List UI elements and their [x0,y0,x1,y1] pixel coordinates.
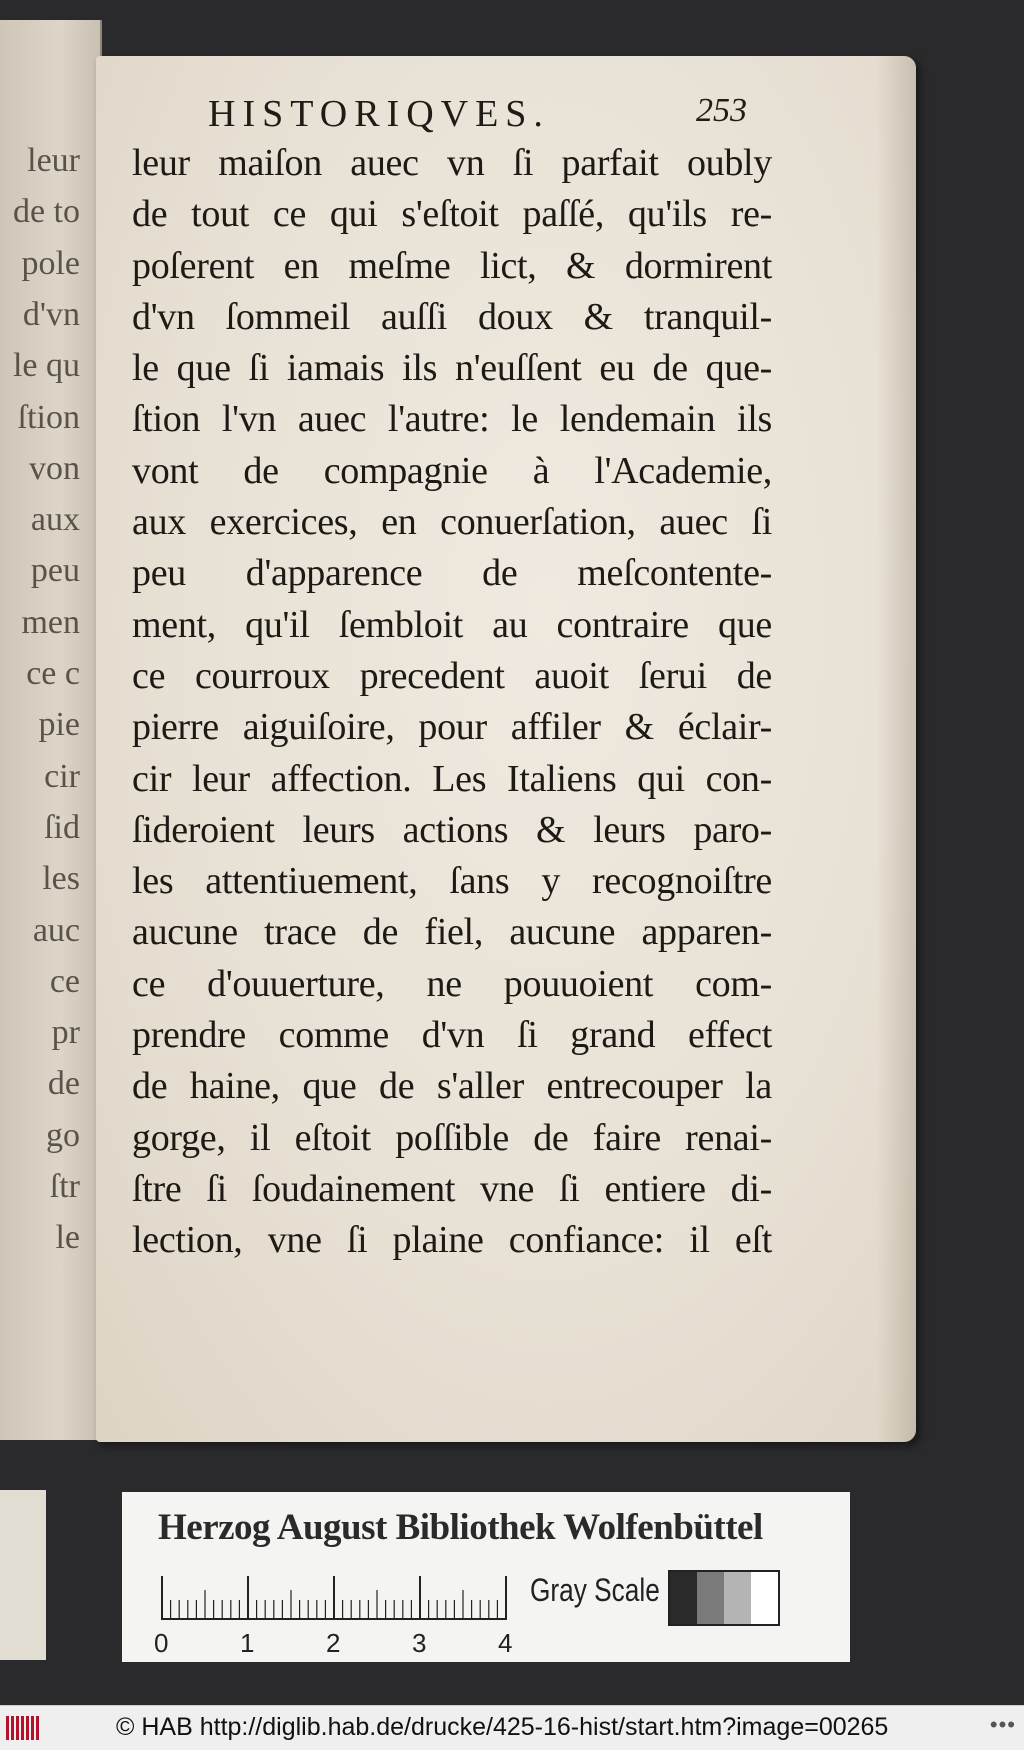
text-line: ment, qu'il ſembloit au contraire que [132,603,772,646]
text-line: ſideroient leurs actions & leurs paro- [132,808,772,851]
library-name: Herzog August Bibliothek Wolfenbüttel [158,1507,763,1548]
text-line: cir leur affection. Les Italiens qui con- [132,757,772,800]
previous-page-fragment: von [29,449,80,487]
previous-page-fragment: de [47,1065,80,1103]
ruler-number: 2 [326,1628,341,1658]
running-head: HISTORIQVES. [208,93,550,135]
text-line: prendre comme d'vn ſi grand effect [132,1014,772,1057]
ruler-scale [158,1574,558,1620]
text-line: de haine, que de s'aller entrecouper la [132,1065,772,1108]
previous-page-strip [0,1490,46,1660]
text-line: ſtre ſi ſoudainement vne ſi entiere di- [132,1167,772,1210]
book-page [96,56,916,1442]
library-color-chart [122,1492,850,1662]
previous-page-fragment: pie [38,706,80,744]
text-line: ce courroux precedent auoit ſerui de [132,654,772,697]
ruler-number: 4 [498,1628,513,1658]
copyright-url: © HAB http://diglib.hab.de/drucke/425-16-hist/start.htm?image=00265 [116,1713,889,1741]
previous-page-fragment: ſtr [49,1168,80,1205]
text-line: le que ſi iamais ils n'euſſent eu de que- [132,347,772,390]
previous-page-fragment: pr [51,1014,80,1052]
previous-page-fragment: ce [49,962,80,1000]
more-menu-icon[interactable]: ••• [989,1712,1016,1737]
gray-swatch [751,1572,778,1624]
previous-page-fragment: peu [30,552,80,590]
previous-page-fragment: ce c [26,655,80,692]
text-line: d'vn ſommeil auſſi doux & tranquil- [132,295,772,338]
footer-bar [0,1705,1024,1750]
previous-page-fragment: de to [12,193,80,231]
gray-scale-label: Gray Scale [530,1572,660,1608]
text-line: aux exercices, en conuerſation, auec ſi [132,501,772,544]
previous-page-fragment: d'vn [22,295,80,333]
gray-swatch [697,1572,724,1624]
text-line: les attentiuement, ſans y recognoiſtre [132,860,772,903]
gray-scale-swatches [668,1570,780,1626]
text-line: de tout ce qui s'eſtoit paſſé, qu'ils re- [132,193,772,236]
gray-swatch [670,1572,697,1624]
previous-page-fragment: le qu [12,347,80,385]
text-line: lection, vne ſi plaine confiance: il eſt [132,1219,772,1262]
previous-page-fragment: go [46,1116,80,1154]
text-line: vont de compagnie à l'Academie, [132,449,772,492]
previous-page-fragment: les [42,860,80,898]
text-line: gorge, il eſtoit poſſible de faire renai- [132,1116,772,1159]
previous-page-fragment: auc [32,911,80,949]
ruler-number: 1 [240,1628,255,1658]
previous-page-fragment: cir [44,757,80,795]
previous-page-fragment: leur [27,142,80,179]
previous-page-fragment: ſtion [17,398,80,436]
page-text [132,138,772,1267]
text-line: leur maiſon auec vn ſi parfait oubly [132,142,772,184]
previous-page-fragment: men [21,603,80,641]
text-line: ce d'ouuerture, ne pouuoient com- [132,962,772,1005]
hab-logo-icon [6,1714,42,1742]
gray-swatch [724,1572,751,1624]
previous-page-fragment: ſid [44,808,80,846]
previous-page-fragment: le [55,1219,80,1257]
previous-page-fragment: pole [21,244,80,282]
ruler-number: 3 [412,1628,427,1658]
ruler-number: 0 [154,1628,169,1658]
text-line: peu d'apparence de meſcontente- [132,552,772,595]
page-number: 253 [696,92,747,129]
text-line: poſerent en meſme lict, & dormirent [132,244,772,287]
text-line: ſtion l'vn auec l'autre: le lendemain ils [132,398,772,441]
ruler-ticks [158,1574,518,1620]
previous-page-fragment: aux [30,501,80,539]
text-line: aucune trace de fiel, aucune apparen- [132,911,772,954]
text-line: pierre aiguiſoire, pour affiler & éclair- [132,706,772,749]
previous-page-edge [0,20,102,1440]
